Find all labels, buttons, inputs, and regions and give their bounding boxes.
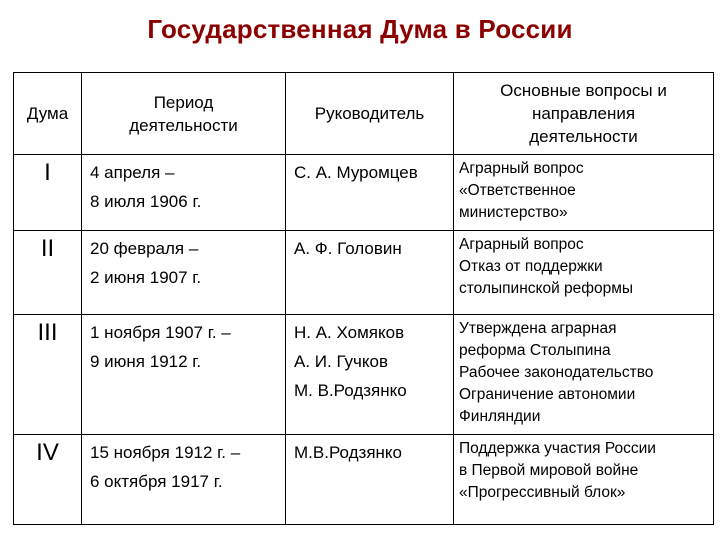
leader-name: С. А. Муромцев <box>294 163 418 182</box>
period-line: 1 ноября 1907 г. – <box>90 323 231 342</box>
topic-line: Поддержка участия России <box>459 440 656 457</box>
period-line: 15 ноября 1912 г. – <box>90 443 241 462</box>
topic-line: Аграрный вопрос <box>459 160 584 177</box>
header-duma: Дума <box>14 73 82 155</box>
header-topics-line: направления <box>531 104 636 123</box>
topic-line: Аграрный вопрос <box>459 236 584 253</box>
duma-number: I <box>14 155 82 231</box>
table-row <box>14 315 714 435</box>
topic-line: столыпинской реформы <box>459 280 634 297</box>
topic-line: Финляндии <box>459 408 541 425</box>
table-header-row <box>14 73 714 155</box>
topic-line: Утверждена аграрная <box>459 320 617 337</box>
topic-line: Рабочее законодательство <box>459 364 654 381</box>
leader-name: М.В.Родзянко <box>294 443 403 462</box>
header-period-line: деятельности <box>129 115 238 135</box>
leader-cell <box>286 315 454 435</box>
duma-number: III <box>14 315 82 435</box>
duma-table <box>13 72 714 525</box>
topics-cell <box>454 435 714 525</box>
leader-cell <box>286 435 454 525</box>
topic-line: реформа Столыпина <box>459 342 611 359</box>
topics-cell <box>454 231 714 315</box>
leader-cell <box>286 155 454 231</box>
header-topics-line: деятельности <box>529 127 638 146</box>
topic-line: Отказ от поддержки <box>459 258 603 275</box>
table-row <box>14 435 714 525</box>
table-row <box>14 155 714 231</box>
header-topics <box>454 73 714 155</box>
topic-line: министерство» <box>459 204 568 221</box>
period-cell <box>82 231 286 315</box>
period-line: 4 апреля – <box>90 163 175 182</box>
duma-number: II <box>14 231 82 315</box>
leader-name: А. Ф. Головин <box>294 239 402 258</box>
period-cell <box>82 155 286 231</box>
period-cell <box>82 315 286 435</box>
table-row <box>14 231 714 315</box>
topic-line: «Ответственное <box>459 182 576 199</box>
topics-cell <box>454 315 714 435</box>
page-title: Государственная Дума в России <box>147 14 573 44</box>
header-period <box>82 73 286 155</box>
period-line: 20 февраля – <box>90 239 199 258</box>
leader-name: М. В.Родзянко <box>294 381 407 400</box>
period-cell <box>82 435 286 525</box>
leader-name: А. И. Гучков <box>294 352 388 371</box>
period-line: 8 июля 1906 г. <box>90 192 202 211</box>
topics-cell <box>454 155 714 231</box>
header-period-line: Период <box>153 92 214 112</box>
period-line: 6 октября 1917 г. <box>90 472 223 491</box>
period-line: 9 июня 1912 г. <box>90 352 202 371</box>
topic-line: в Первой мировой войне <box>459 462 639 479</box>
topic-line: Ограничение автономии <box>459 386 636 403</box>
leader-cell <box>286 231 454 315</box>
leader-name: Н. А. Хомяков <box>294 323 405 342</box>
duma-number: IV <box>14 435 82 525</box>
topic-line: «Прогрессивный блок» <box>459 484 626 501</box>
header-topics-line: Основные вопросы и <box>500 81 667 100</box>
header-leader: Руководитель <box>286 73 454 155</box>
period-line: 2 июня 1907 г. <box>90 268 202 287</box>
